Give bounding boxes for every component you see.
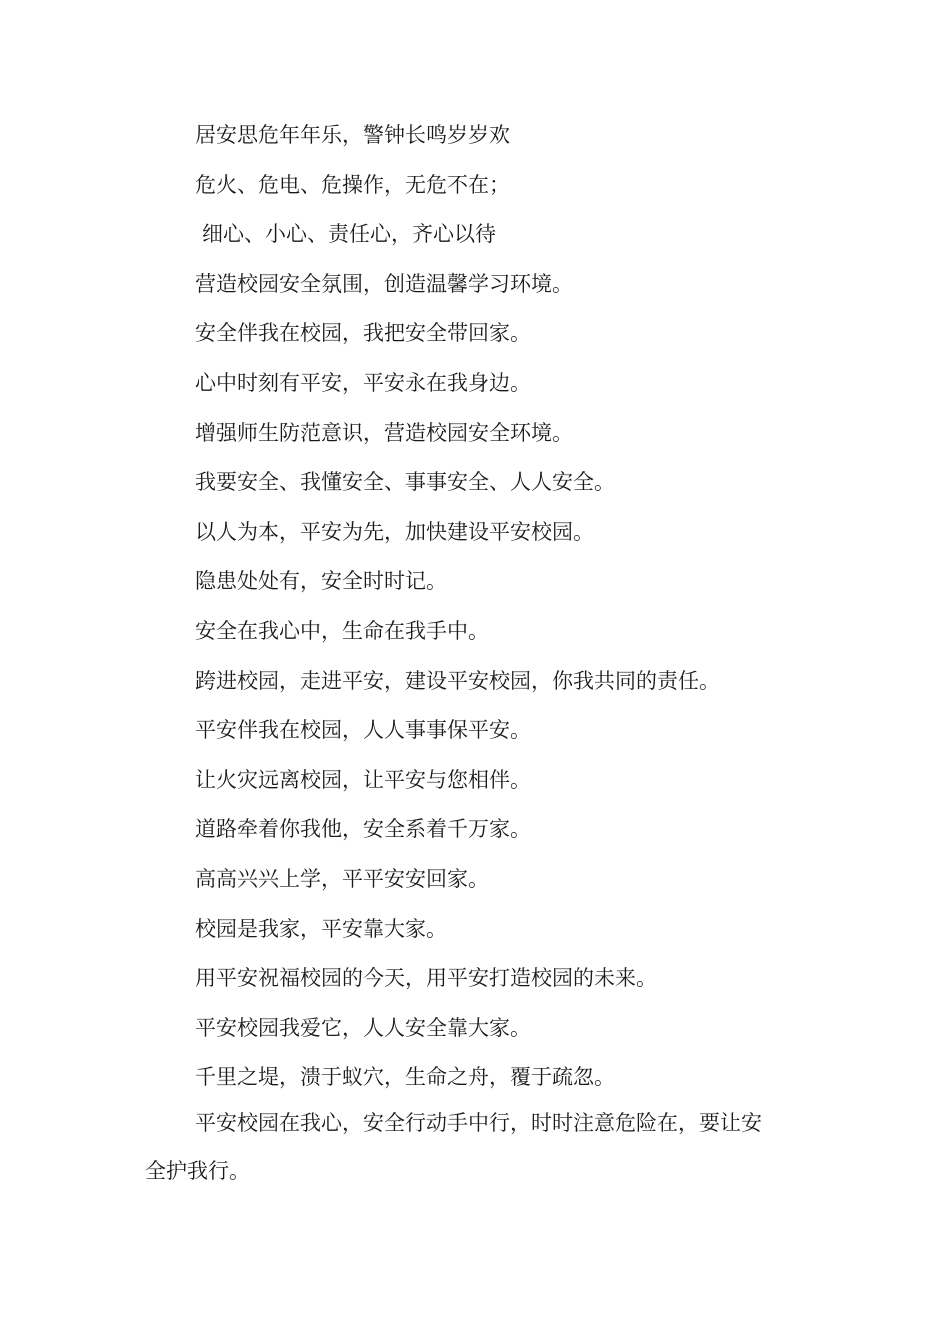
slogan-line-3: 细心、小心、责任心，齐心以待 <box>202 222 496 247</box>
slogan-line-7: 增强师生防范意识，营造校园安全环境。 <box>195 420 573 445</box>
slogan-line-18: 用平安祝福校园的今天，用平安打造校园的未来。 <box>195 966 657 991</box>
slogan-line-2: 危火、危电、危操作，无危不在； <box>195 172 510 197</box>
slogan-line-19: 平安校园我爱它，人人安全靠大家。 <box>195 1015 531 1040</box>
final-paragraph <box>145 1103 810 1191</box>
final-paragraph-line-1: 平安校园在我心，安全行动手中行，时时注意危险在，要让安 <box>195 1110 762 1135</box>
slogan-line-11: 安全在我心中，生命在我手中。 <box>195 618 489 643</box>
slogan-line-17: 校园是我家，平安靠大家。 <box>195 916 447 941</box>
slogan-line-4: 营造校园安全氛围，创造温馨学习环境。 <box>195 271 573 296</box>
slogan-line-6: 心中时刻有平安，平安永在我身边。 <box>195 370 531 395</box>
slogan-line-12: 跨进校园，走进平安，建设平安校园，你我共同的责任。 <box>195 668 720 693</box>
slogan-line-10: 隐患处处有，安全时时记。 <box>195 569 447 594</box>
slogan-line-1: 居安思危年年乐，警钟长鸣岁岁欢 <box>195 123 510 147</box>
slogan-line-9: 以人为本，平安为先，加快建设平安校园。 <box>195 519 594 544</box>
document-body <box>145 115 810 1191</box>
slogan-line-13: 平安伴我在校园，人人事事保平安。 <box>195 718 531 743</box>
final-paragraph-line-2: 全护我行。 <box>145 1158 250 1183</box>
slogan-line-8: 我要安全、我懂安全、事事安全、人人安全。 <box>195 470 615 495</box>
slogan-line-5: 安全伴我在校园，我把安全带回家。 <box>195 321 531 346</box>
slogan-line-20: 千里之堤，溃于蚁穴，生命之舟，覆于疏忽。 <box>195 1065 615 1090</box>
slogan-line-14: 让火灾远离校园，让平安与您相伴。 <box>195 767 531 792</box>
slogan-line-15: 道路牵着你我他，安全系着千万家。 <box>195 817 531 842</box>
slogan-line-16: 高高兴兴上学，平平安安回家。 <box>195 866 489 891</box>
